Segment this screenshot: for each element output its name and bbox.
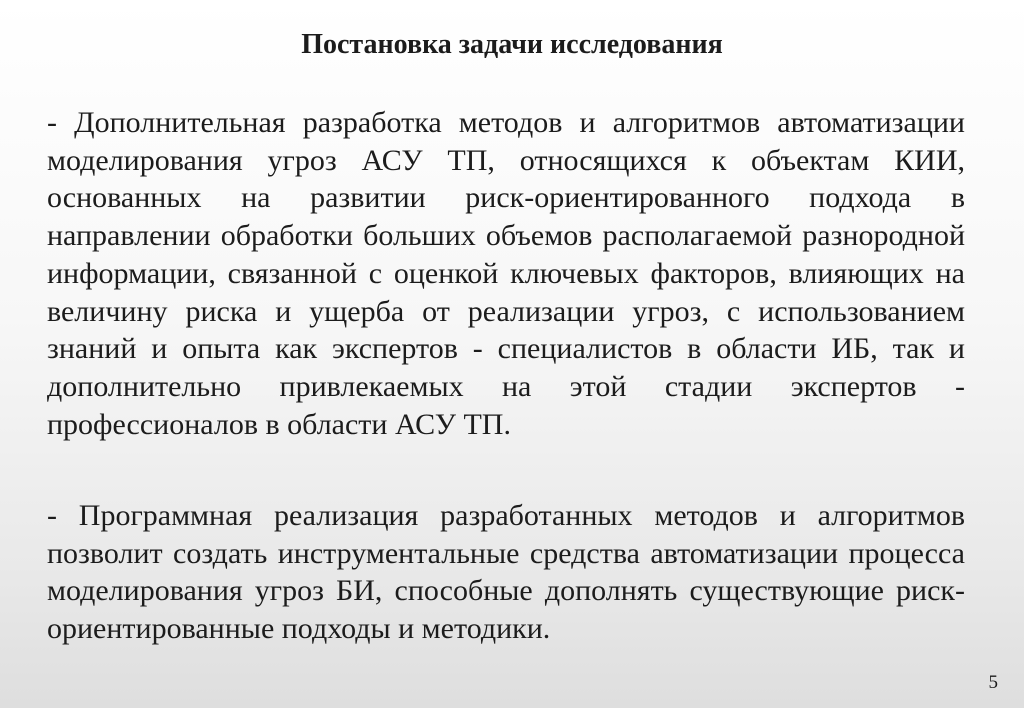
page-number: 5 (988, 672, 998, 693)
paragraph-software-implementation: - Программная реализация разработанных методов и алгоритмов позволит создать инструментальные средства автоматизации процесса моделирования угроз БИ, способные дополнять существующие риск-ориентированные подходы и методики. (47, 499, 965, 646)
slide-title: Постановка задачи исследования (301, 29, 723, 60)
paragraph-research-task: - Дополнительная разработка методов и алгоритмов автоматизации моделирования угроз АСУ ТП, относящихся к объектам КИИ, основанных на развитии риск-ориентированного подхода в направлении обработки больших объемов располагаемой разнородной информации, связанной с оценкой ключевых факторов, влияющих на величину риска и ущерба от реализации угроз, с использованием знаний и опыта как экспертов - специалистов в области ИБ, так и дополнительно привлекаемых на этой стадии экспертов - профессионалов в области АСУ ТП. (47, 106, 965, 441)
